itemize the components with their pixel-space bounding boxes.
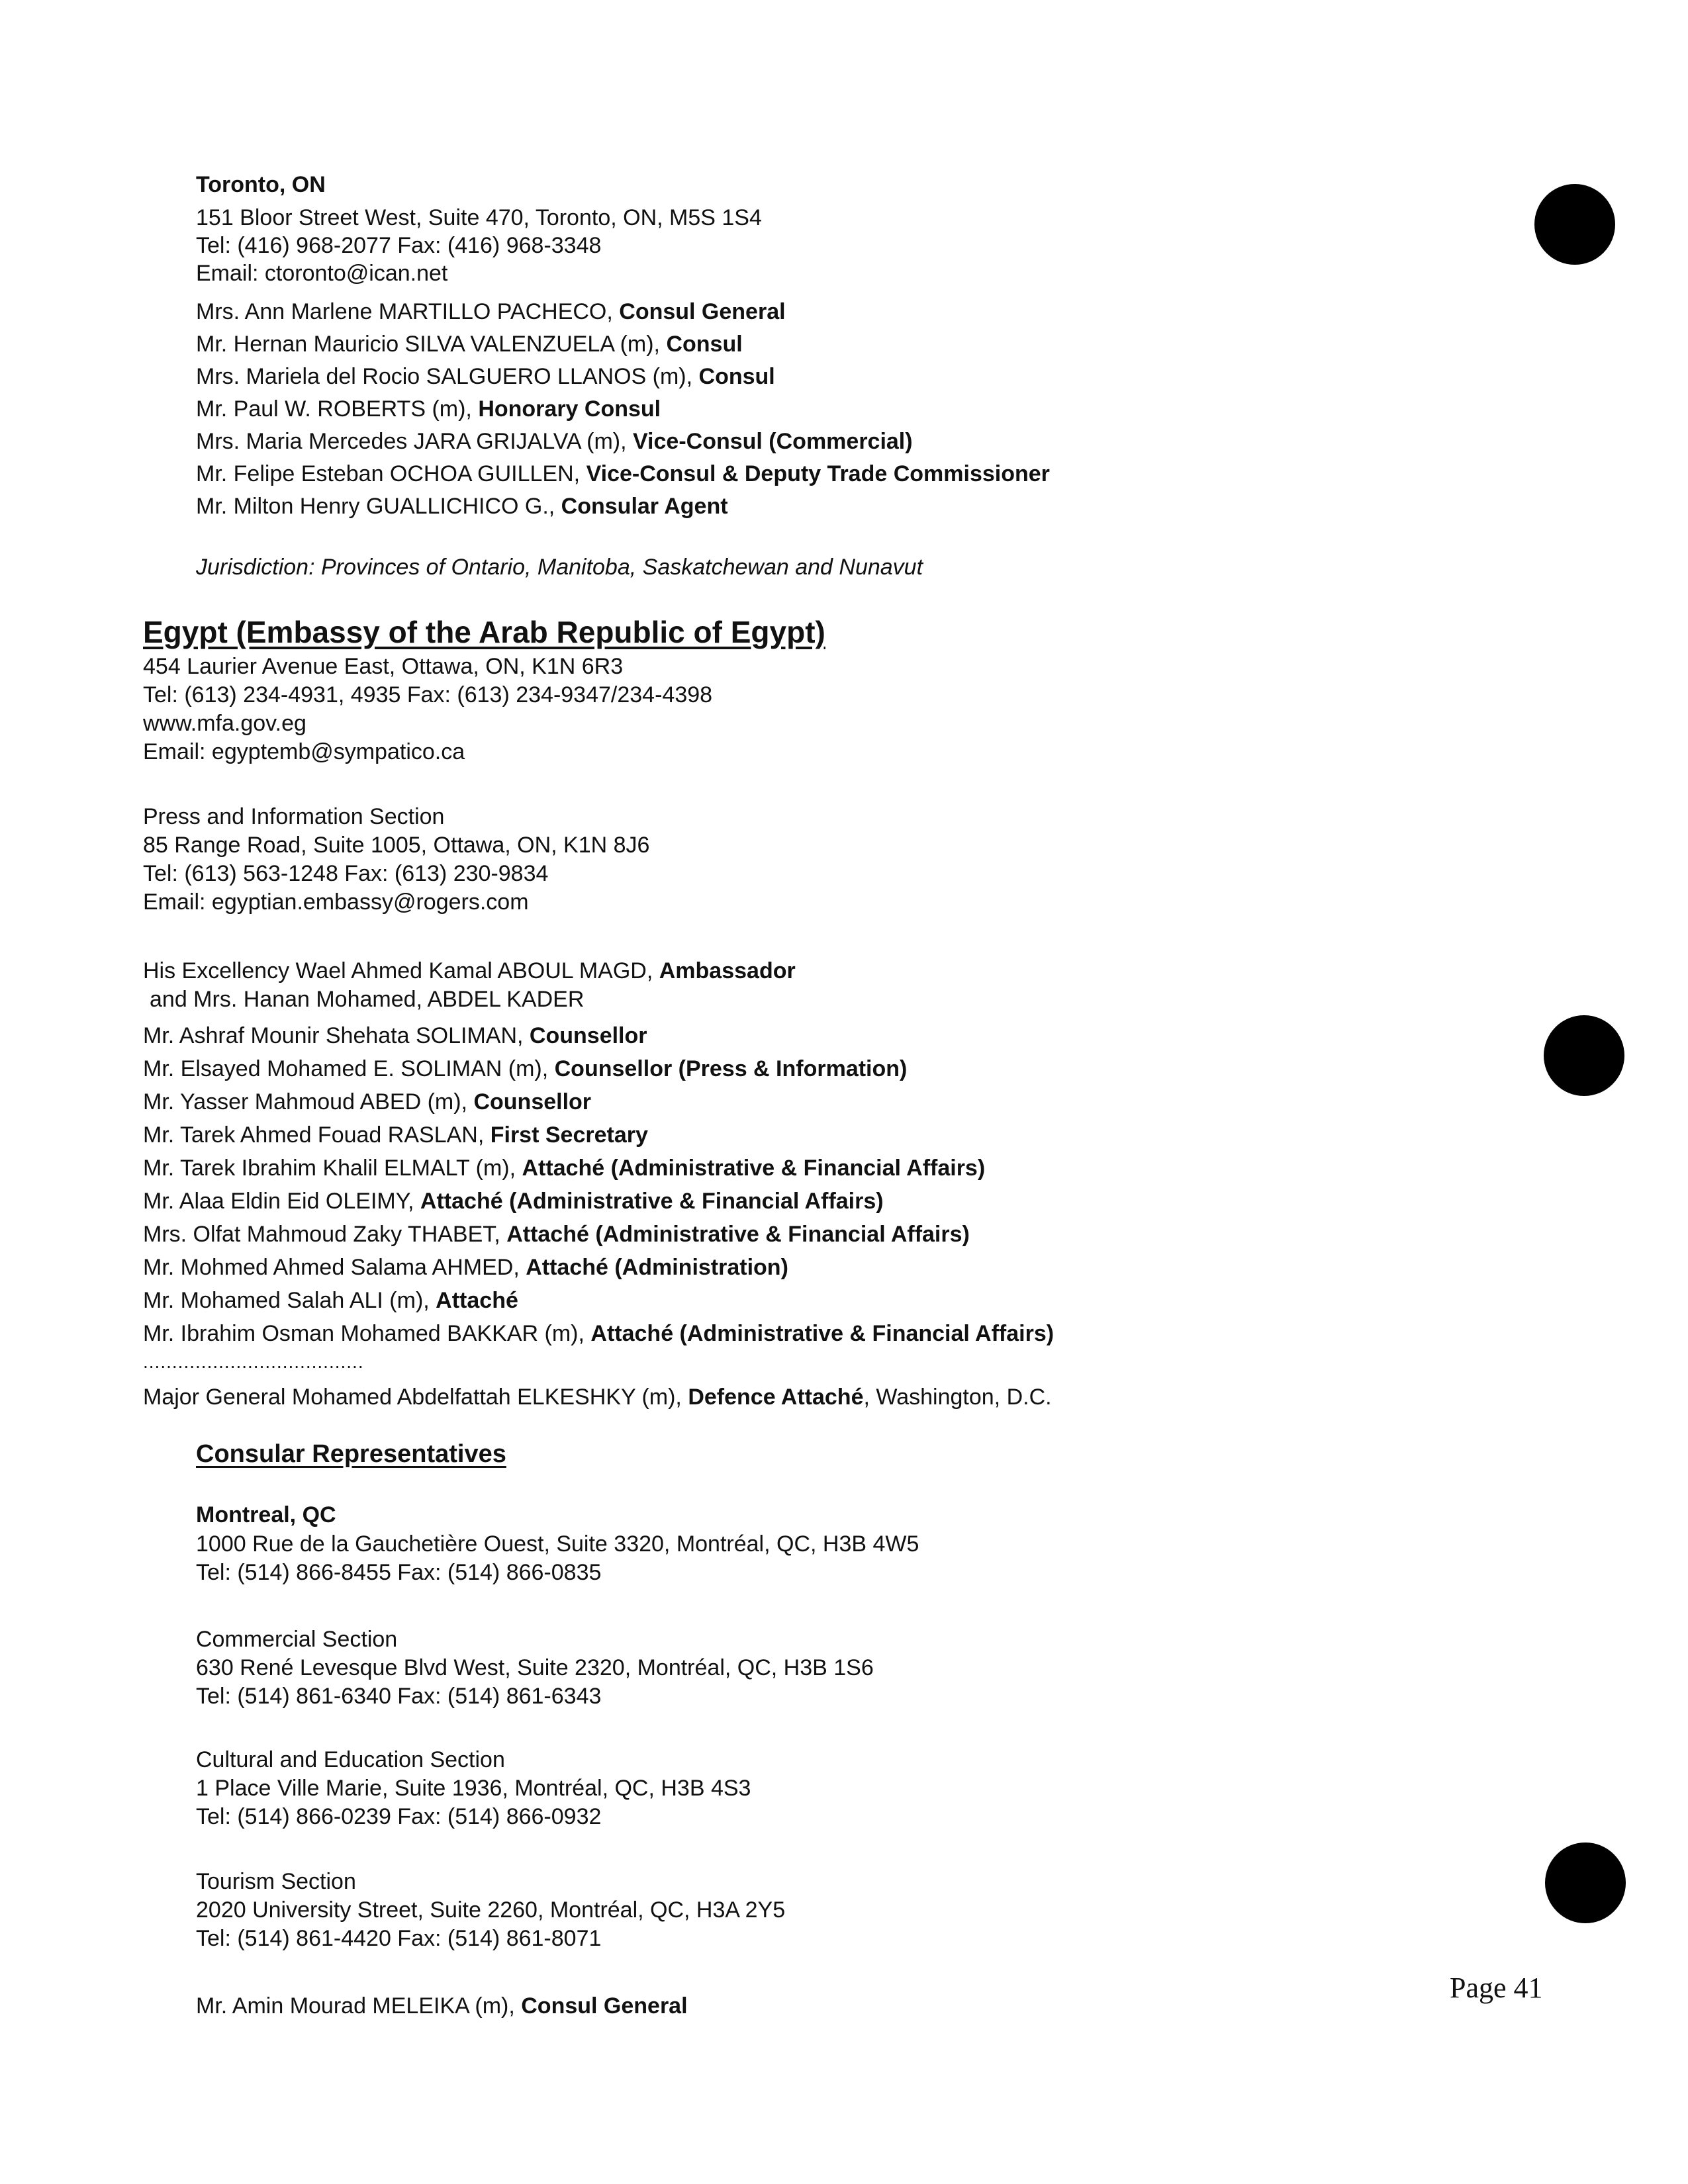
- toronto-staff-line: Mr. Felipe Esteban OCHOA GUILLEN, Vice-Consul & Deputy Trade Commissioner: [196, 461, 1050, 486]
- commercial-section-phone: Tel: (514) 861-6340 Fax: (514) 861-6343: [196, 1684, 602, 1709]
- cultural-section-name: Cultural and Education Section: [196, 1747, 505, 1772]
- egypt-phone: Tel: (613) 234-4931, 4935 Fax: (613) 234-9347/234-4398: [143, 682, 713, 707]
- binder-hole: [1545, 1843, 1626, 1923]
- press-section-name: Press and Information Section: [143, 804, 445, 829]
- egypt-staff-line: Mr. Yasser Mahmoud ABED (m), Counsellor: [143, 1089, 592, 1115]
- toronto-staff-line: Mrs. Ann Marlene MARTILLO PACHECO, Consul General: [196, 299, 786, 324]
- commercial-section-address: 630 René Levesque Blvd West, Suite 2320, Montréal, QC, H3B 1S6: [196, 1655, 874, 1680]
- egypt-email: Email: egyptemb@sympatico.ca: [143, 739, 465, 764]
- press-section-email: Email: egyptian.embassy@rogers.com: [143, 889, 529, 915]
- toronto-staff-line: Mrs. Maria Mercedes JARA GRIJALVA (m), Vice-Consul (Commercial): [196, 429, 913, 454]
- egypt-staff-line: Mr. Tarek Ahmed Fouad RASLAN, First Secretary: [143, 1122, 648, 1148]
- tourism-section-name: Tourism Section: [196, 1869, 356, 1894]
- egypt-heading: Egypt (Embassy of the Arab Republic of Egypt): [143, 615, 825, 649]
- montreal-consul-general: Mr. Amin Mourad MELEIKA (m), Consul General: [196, 1993, 688, 2019]
- toronto-staff-line: Mrs. Mariela del Rocio SALGUERO LLANOS (m), Consul: [196, 364, 775, 389]
- toronto-city: Toronto, ON: [196, 172, 326, 197]
- toronto-staff-line: Mr. Hernan Mauricio SILVA VALENZUELA (m), Consul: [196, 332, 743, 357]
- consular-representatives-heading: Consular Representatives: [196, 1440, 506, 1468]
- cultural-section-address: 1 Place Ville Marie, Suite 1936, Montréal, QC, H3B 4S3: [196, 1776, 751, 1801]
- egypt-staff-line: Mrs. Olfat Mahmoud Zaky THABET, Attaché (Administrative & Financial Affairs): [143, 1222, 970, 1247]
- egypt-staff-line: Mr. Tarek Ibrahim Khalil ELMALT (m), Attaché (Administrative & Financial Affairs): [143, 1156, 986, 1181]
- montreal-city: Montreal, QC: [196, 1502, 336, 1527]
- press-section-phone: Tel: (613) 563-1248 Fax: (613) 230-9834: [143, 861, 549, 886]
- egypt-staff-line: Mr. Ashraf Mounir Shehata SOLIMAN, Counsellor: [143, 1023, 647, 1048]
- toronto-jurisdiction: Jurisdiction: Provinces of Ontario, Manitoba, Saskatchewan and Nunavut: [196, 555, 923, 580]
- egypt-staff-line: Mr. Ibrahim Osman Mohamed BAKKAR (m), Attaché (Administrative & Financial Affairs): [143, 1321, 1055, 1346]
- ambassador-line: His Excellency Wael Ahmed Kamal ABOUL MAGD, Ambassador: [143, 958, 796, 983]
- montreal-phone: Tel: (514) 866-8455 Fax: (514) 866-0835: [196, 1560, 602, 1585]
- toronto-email: Email: ctoronto@ican.net: [196, 261, 448, 286]
- egypt-staff-line: Mr. Mohamed Salah ALI (m), Attaché: [143, 1288, 518, 1313]
- toronto-phone: Tel: (416) 968-2077 Fax: (416) 968-3348: [196, 233, 602, 258]
- egypt-address: 454 Laurier Avenue East, Ottawa, ON, K1N 6R3: [143, 654, 624, 679]
- egypt-website: www.mfa.gov.eg: [143, 711, 306, 736]
- dotted-separator: ......................................: [143, 1351, 364, 1372]
- binder-hole: [1534, 184, 1615, 265]
- toronto-address: 151 Bloor Street West, Suite 470, Toronto, ON, M5S 1S4: [196, 205, 762, 230]
- cultural-section-phone: Tel: (514) 866-0239 Fax: (514) 866-0932: [196, 1804, 602, 1829]
- binder-hole: [1544, 1015, 1624, 1096]
- egypt-staff-line: Mr. Elsayed Mohamed E. SOLIMAN (m), Counsellor (Press & Information): [143, 1056, 908, 1081]
- egypt-staff-line: Mr. Mohmed Ahmed Salama AHMED, Attaché (Administration): [143, 1255, 788, 1280]
- tourism-section-phone: Tel: (514) 861-4420 Fax: (514) 861-8071: [196, 1926, 602, 1951]
- toronto-staff-line: Mr. Paul W. ROBERTS (m), Honorary Consul: [196, 396, 661, 422]
- press-section-address: 85 Range Road, Suite 1005, Ottawa, ON, K1N 8J6: [143, 833, 650, 858]
- montreal-address: 1000 Rue de la Gauchetière Ouest, Suite 3320, Montréal, QC, H3B 4W5: [196, 1531, 919, 1557]
- commercial-section-name: Commercial Section: [196, 1627, 398, 1652]
- tourism-section-address: 2020 University Street, Suite 2260, Montréal, QC, H3A 2Y5: [196, 1897, 786, 1923]
- egypt-staff-line: Mr. Alaa Eldin Eid OLEIMY, Attaché (Administrative & Financial Affairs): [143, 1189, 884, 1214]
- defence-attache-line: Major General Mohamed Abdelfattah ELKESHKY (m), Defence Attaché, Washington, D.C.: [143, 1385, 1052, 1410]
- page-number: Page 41: [1450, 1972, 1543, 2004]
- toronto-staff-line: Mr. Milton Henry GUALLICHICO G., Consular Agent: [196, 494, 728, 519]
- ambassador-spouse: and Mrs. Hanan Mohamed, ABDEL KADER: [150, 987, 585, 1012]
